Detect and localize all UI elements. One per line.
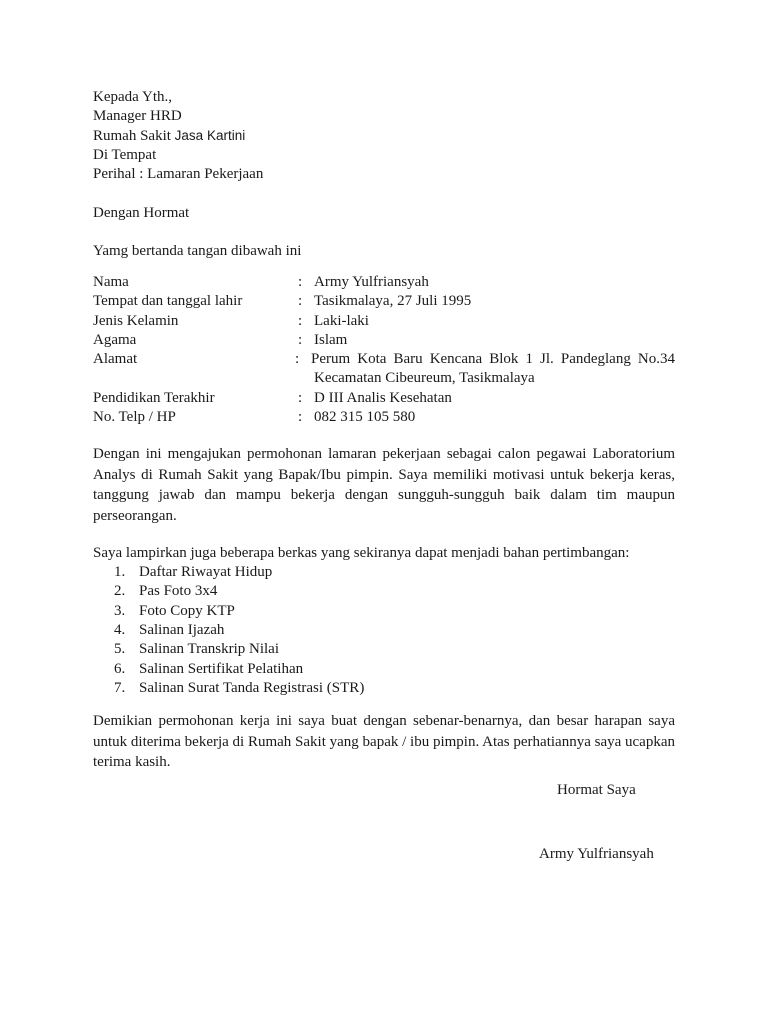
list-item-text: Salinan Transkrip Nilai xyxy=(139,641,280,657)
field-colon: : xyxy=(298,313,303,329)
closing-salutation: Hormat Saya xyxy=(557,782,636,798)
field-value-name: Army Yulfriansyah xyxy=(314,274,429,290)
list-item-number: 1. xyxy=(114,564,126,580)
field-value-education: D III Analis Kesehatan xyxy=(314,390,452,406)
field-colon: : xyxy=(298,293,303,309)
list-item-number: 2. xyxy=(114,583,126,599)
field-label-gender: Jenis Kelamin xyxy=(93,313,179,329)
list-item-number: 4. xyxy=(114,622,126,638)
recipient-line-2: Manager HRD xyxy=(93,108,182,124)
field-colon: : xyxy=(298,274,303,290)
list-item-text: Salinan Surat Tanda Registrasi (STR) xyxy=(139,680,365,696)
field-colon: : xyxy=(298,390,303,406)
field-colon: : xyxy=(298,409,303,425)
list-item-text: Foto Copy KTP xyxy=(139,603,235,619)
recipient-hospital-prefix: Rumah Sakit xyxy=(93,128,175,144)
field-value-address-line2: Kecamatan Cibeureum, Tasikmalaya xyxy=(314,370,535,386)
field-value-religion: Islam xyxy=(314,332,348,348)
intro-line: Yamg bertanda tangan dibawah ini xyxy=(93,243,302,259)
field-label-religion: Agama xyxy=(93,332,137,348)
signature-name: Army Yulfriansyah xyxy=(539,846,654,862)
attachments-intro: Saya lampirkan juga beberapa berkas yang sekiranya dapat menjadi bahan pertimbangan: xyxy=(93,545,630,561)
list-item-text: Salinan Ijazah xyxy=(139,622,225,638)
field-colon: : xyxy=(298,332,303,348)
recipient-line-4: Di Tempat xyxy=(93,147,157,163)
subject-line: Perihal : Lamaran Pekerjaan xyxy=(93,166,264,182)
recipient-hospital-name: Jasa Kartini xyxy=(174,128,246,143)
field-label-education: Pendidikan Terakhir xyxy=(93,390,215,406)
list-item-number: 5. xyxy=(114,641,126,657)
field-value-phone: 082 315 105 580 xyxy=(314,409,416,425)
list-item-number: 3. xyxy=(114,603,126,619)
application-paragraph: Dengan ini mengajukan permohonan lamaran pekerjaan sebagai calon pegawai Laboratorium Analys di Rumah Sakit yang Bapak/Ibu pimpin. Saya memiliki motivasi untuk bekerja keras, tanggung jawab dan mampu bekerja dengan sungguh-sungguh baik dalam tim maupun perseorangan. xyxy=(93,446,675,524)
list-item-text: Salinan Sertifikat Pelatihan xyxy=(139,661,304,677)
field-label-birth: Tempat dan tanggal lahir xyxy=(93,293,243,309)
field-value-gender: Laki-laki xyxy=(314,313,369,329)
recipient-line-3 xyxy=(93,126,245,146)
list-item-number: 6. xyxy=(114,661,126,677)
field-label-address: Alamat xyxy=(93,351,138,367)
field-colon: : xyxy=(295,351,300,367)
greeting: Dengan Hormat xyxy=(93,205,190,221)
field-value-address: Perum Kota Baru Kencana Blok 1 Jl. Pandeglang No.34 xyxy=(311,351,675,367)
field-value-birth: Tasikmalaya, 27 Juli 1995 xyxy=(314,293,472,309)
field-label-phone: No. Telp / HP xyxy=(93,409,176,425)
list-item-number: 7. xyxy=(114,680,126,696)
list-item-text: Pas Foto 3x4 xyxy=(139,583,218,599)
field-label-name: Nama xyxy=(93,274,129,290)
list-item-text: Daftar Riwayat Hidup xyxy=(139,564,273,580)
recipient-line-1: Kepada Yth., xyxy=(93,89,172,105)
closing-paragraph: Demikian permohonan kerja ini saya buat dengan sebenar-benarnya, dan besar harapan saya untuk diterima bekerja di Rumah Sakit yang bapak / ibu pimpin. Atas perhatiannya saya ucapkan terima kasih. xyxy=(93,713,675,770)
